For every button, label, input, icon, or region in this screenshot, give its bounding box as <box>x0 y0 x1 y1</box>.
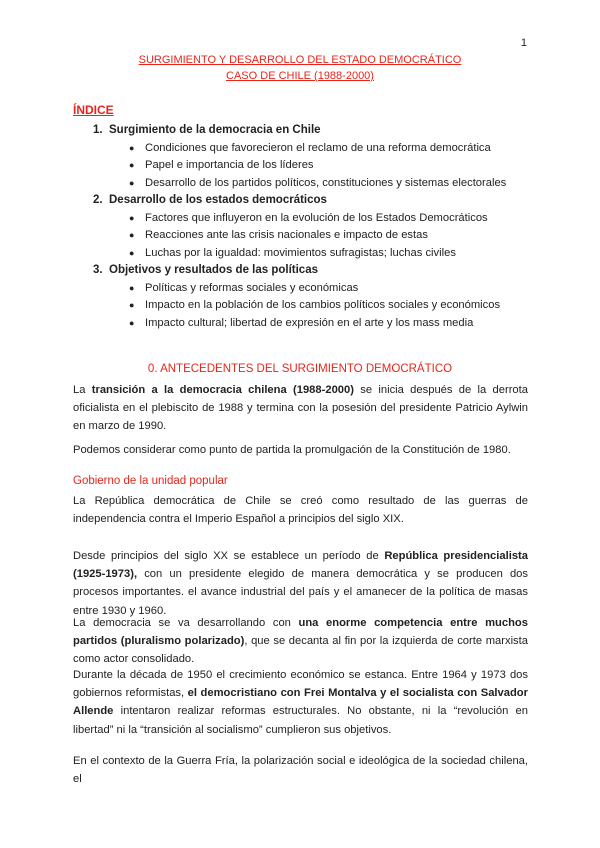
index-item-text: Condiciones que favorecieron el reclamo de una reforma democrática <box>145 141 491 154</box>
index-item-text: Impacto cultural; libertad de expresión en el arte y los mass media <box>145 316 474 329</box>
bullet-icon: ● <box>129 282 135 293</box>
bullet-icon: ● <box>129 212 135 223</box>
page-number: 1 <box>520 37 527 49</box>
index-section <box>73 192 533 210</box>
index-item <box>73 315 533 333</box>
text-run: intentaron realizar reformas estructurales. No obstante, ni la “revolución en libertad” ni la “transición al socialismo” cumplieron sus objetivos. <box>73 705 528 736</box>
bold-text: República presidencialista (1925-1973), <box>73 550 528 581</box>
bullet-icon: ● <box>129 317 135 328</box>
paragraph-cold-war: En el contexto de la Guerra Fría, la polarización social e ideológica de la sociedad chilena, el <box>73 755 528 786</box>
bullet-icon: ● <box>129 160 135 170</box>
index-item <box>73 227 533 245</box>
section-number: 1. <box>93 124 103 136</box>
subsection-heading: Gobierno de la unidad popular <box>73 475 228 487</box>
index-item <box>73 157 533 175</box>
index-item-text: Papel e importancia de los líderes <box>145 159 314 171</box>
bullet-icon: ● <box>129 142 135 153</box>
index-list <box>73 122 533 332</box>
bullet-icon: ● <box>129 247 135 258</box>
bullet-icon: ● <box>129 300 135 310</box>
index-item <box>73 140 533 158</box>
bullet-icon: ● <box>129 230 135 240</box>
section-title: Desarrollo de los estados democráticos <box>109 194 327 206</box>
document-title: SURGIMIENTO Y DESARROLLO DEL ESTADO DEMOCRÁTICO <box>138 54 462 66</box>
index-item-text: Reacciones ante las crisis nacionales e impacto de estas <box>145 229 428 241</box>
bold-text: una enorme competencia entre muchos partidos (pluralismo polarizado) <box>73 617 528 648</box>
section-number: 3. <box>93 264 103 276</box>
paragraph-republic: La República democrática de Chile se creó como resultado de las guerras de independencia contra el Imperio Español a principios del siglo XIX. <box>73 495 528 526</box>
paragraph-constitution: Podemos considerar como punto de partida la promulgación de la Constitución de 1980. <box>73 444 511 456</box>
text-run: , que se decanta al fin por la izquierda de corte marxista como actor consolidado. <box>73 635 528 666</box>
document-subtitle: CASO DE CHILE (1988-2000) <box>226 70 374 82</box>
index-item <box>73 175 533 193</box>
index-item-text: Luchas por la igualdad: movimientos sufragistas; luchas civiles <box>145 246 456 259</box>
paragraph-presidential <box>73 547 528 620</box>
paragraph-pluralism <box>73 614 528 669</box>
index-section <box>73 262 533 280</box>
index-item-text: Desarrollo de los partidos políticos, constituciones y sistemas electorales <box>145 176 507 189</box>
text-run: La <box>73 384 92 396</box>
section-heading: 0. ANTECEDENTES DEL SURGIMIENTO DEMOCRÁTICO <box>147 363 453 375</box>
index-heading: ÍNDICE <box>73 103 114 117</box>
index-item <box>73 280 533 298</box>
bold-text: el democristiano con Frei Montalva y el socialista con Salvador Allende <box>73 687 528 718</box>
text-run: La democracia se va desarrollando con <box>73 617 299 629</box>
index-item-text: Impacto en la población de los cambios políticos sociales y económicos <box>145 299 501 311</box>
index-item-text: Factores que influyeron en la evolución de los Estados Democráticos <box>145 211 488 224</box>
section-title: Surgimiento de la democracia en Chile <box>109 124 321 136</box>
paragraph-transition <box>73 381 528 436</box>
text-run: se inicia después de la derrota oficialista en el plebiscito de 1988 y termina con la posesión del presidente Patricio Aylwin en marzo de 1990. <box>73 384 528 433</box>
index-item <box>73 210 533 228</box>
text-run: Desde principios del siglo XX se establece un período de <box>73 550 385 562</box>
section-number: 2. <box>93 194 103 206</box>
section-title: Objetivos y resultados de las políticas <box>109 264 318 276</box>
text-run: con un presidente elegido de manera democrática y se producen dos procesos importantes. el avance industrial del país y el amanecer de la política de masas entre 1930 y 1960. <box>73 568 528 617</box>
index-item-text: Políticas y reformas sociales y económicas <box>145 281 359 294</box>
text-run: Durante la década de 1950 el crecimiento económico se estanca. Entre 1964 y 1973 dos gobiernos reformistas, <box>73 669 528 700</box>
paragraph-reformist <box>73 666 528 739</box>
bold-text: transición a la democracia chilena (1988-2000) <box>91 384 354 396</box>
index-item <box>73 297 533 315</box>
index-item <box>73 245 533 263</box>
index-section <box>73 122 533 140</box>
bullet-icon: ● <box>129 177 135 188</box>
